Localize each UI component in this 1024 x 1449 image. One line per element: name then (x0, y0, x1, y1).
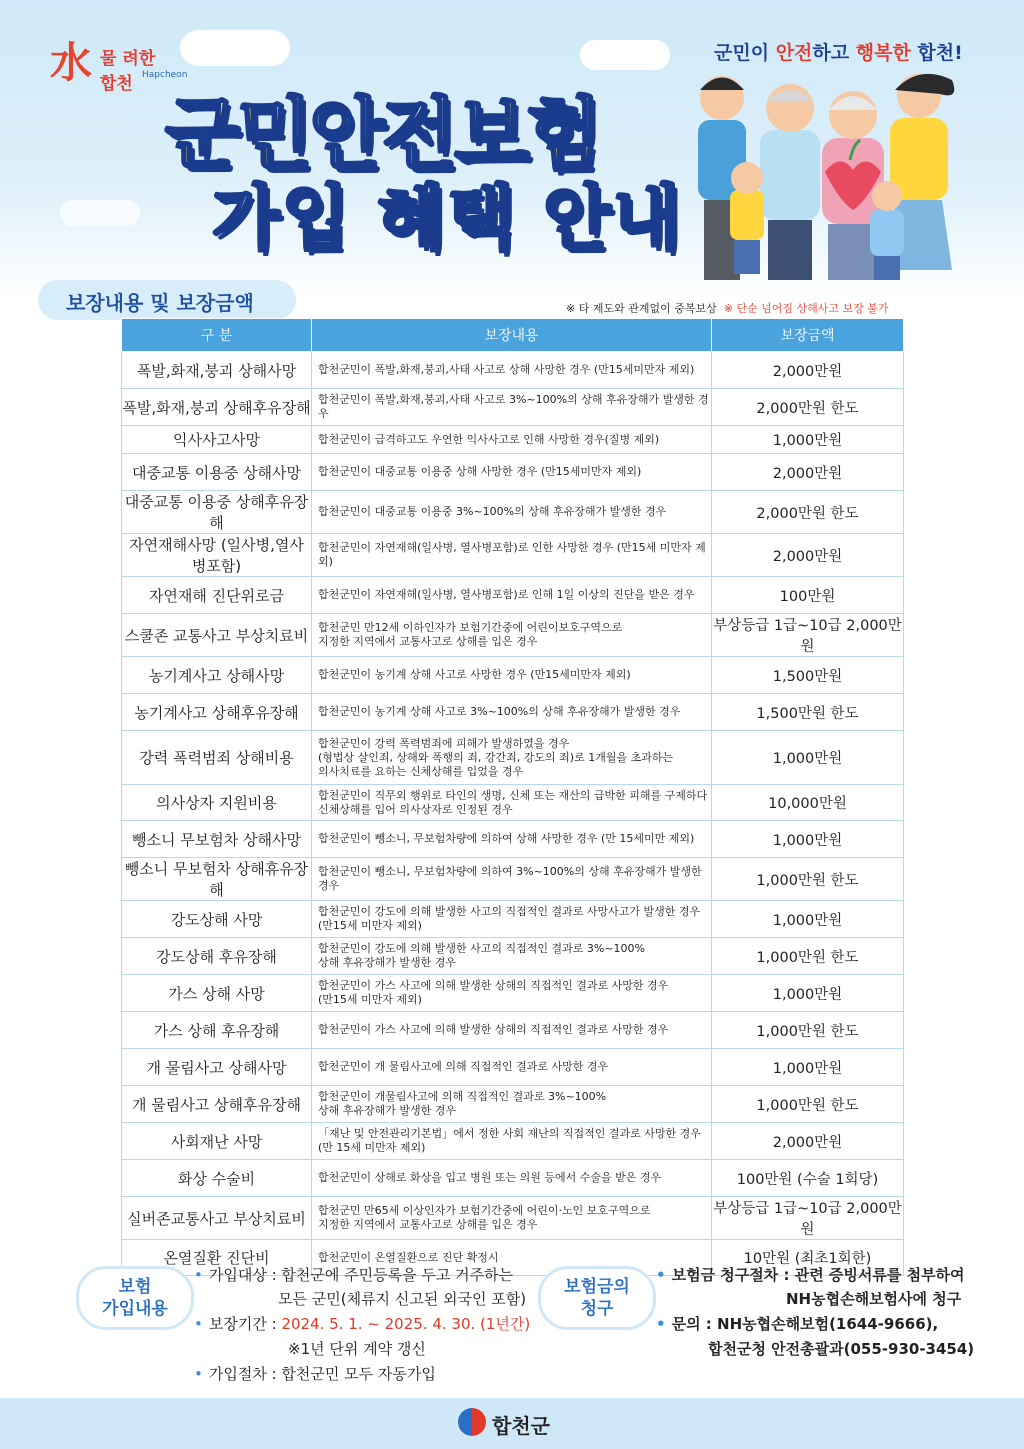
table-row (122, 1123, 904, 1160)
row-amount: 1,500만원 (712, 657, 904, 694)
table-row (122, 577, 904, 614)
claim-info-badge (538, 1266, 656, 1330)
row-category: 뺑소니 무보험차 상해사망 (122, 821, 312, 858)
table-row (122, 389, 904, 426)
row-coverage: 합천군민이 직무외 행위로 타인의 생명, 신체 또는 재산의 급박한 피해를 구제하다 신체상해를 입어 의사상자로 인정된 경우 (312, 785, 712, 821)
table-row (122, 1160, 904, 1197)
row-coverage: 합천군민 만12세 이하인자가 보험기간중에 어린이보호구역으로 지정한 지역에서 교통사고로 상해를 입은 경우 (312, 614, 712, 657)
claim-badge-line1: 보험금의 (564, 1277, 630, 1297)
cloud-decoration (580, 40, 670, 70)
row-coverage: 합천군민 만65세 이상인자가 보험기간중에 어린이·노인 보호구역으로 지정한 지역에서 교통사고로 상해를 입은 경우 (312, 1197, 712, 1240)
row-coverage: 합천군민이 농기계 상해 사고로 3%~100%의 상해 후유장해가 발생한 경우 (312, 694, 712, 731)
table-row (122, 1012, 904, 1049)
note-exclusion: ※ 단순 넘어짐 상해사고 보장 불가 (723, 302, 889, 315)
row-coverage: 합천군민이 자연재해(일사병, 열사병포함)로 인해 1일 이상의 진단을 받은 경우 (312, 577, 712, 614)
row-category: 농기계사고 상해후유장해 (122, 694, 312, 731)
page-subtitle: 가입 혜택 안내 (212, 177, 683, 259)
claim-contact-line2: 합천군청 안전총괄과(055-930-3454) (708, 1340, 975, 1358)
row-category: 자연재해 진단위로금 (122, 577, 312, 614)
logo-subtitle: Hapcheon (142, 70, 188, 80)
logo-mark: 水 (50, 38, 93, 87)
family-illustration (690, 60, 1020, 290)
row-category: 가스 상해 후유장해 (122, 1012, 312, 1049)
row-amount: 100만원 (수술 1회당) (712, 1160, 904, 1197)
join-procedure: • 가입절차 : 합천군민 모두 자동가입 (194, 1365, 436, 1383)
row-amount: 2,000만원 한도 (712, 491, 904, 534)
footer-name: 합천군 (492, 1414, 550, 1438)
row-category: 폭발,화재,붕괴 상해후유장해 (122, 389, 312, 426)
join-info-badge (76, 1266, 194, 1330)
col-header-category: 구 분 (122, 319, 312, 352)
table-row (122, 938, 904, 975)
page-title: 군민안전보험 (165, 90, 600, 180)
table-row (122, 975, 904, 1012)
table-row (122, 731, 904, 785)
row-coverage: 합천군민이 가스 사고에 의해 발생한 상해의 직접적인 결과로 사망한 경우 (312, 1012, 712, 1049)
table-header-row (122, 319, 904, 352)
coverage-section-title: 보장내용 및 보장금액 (66, 291, 254, 315)
row-amount: 1,500만원 한도 (712, 694, 904, 731)
row-amount: 2,000만원 (712, 1123, 904, 1160)
row-category: 온열질환 진단비 (122, 1240, 312, 1276)
row-category: 강도상해 후유장해 (122, 938, 312, 975)
row-amount: 1,000만원 (712, 975, 904, 1012)
row-amount: 10,000만원 (712, 785, 904, 821)
row-category: 농기계사고 상해사망 (122, 657, 312, 694)
row-amount: 100만원 (712, 577, 904, 614)
row-coverage: 합천군민이 온열질환으로 진단 확정시 (312, 1240, 712, 1276)
row-amount: 1,000만원 (712, 731, 904, 785)
row-category: 의사상자 지원비용 (122, 785, 312, 821)
table-row (122, 352, 904, 389)
coverage-note (566, 300, 889, 316)
table-row (122, 901, 904, 938)
row-coverage: 합천군민이 대중교통 이용중 3%~100%의 상해 후유장해가 발생한 경우 (312, 491, 712, 534)
row-amount: 부상등급 1급~10급 2,000만원 (712, 614, 904, 657)
row-category: 폭발,화재,붕괴 상해사망 (122, 352, 312, 389)
row-coverage: 합천군민이 대중교통 이용중 상해 사망한 경우 (만15세미만자 제외) (312, 454, 712, 491)
join-period-note: ※1년 단위 계약 갱신 (288, 1340, 426, 1358)
row-amount: 1,000만원 한도 (712, 1012, 904, 1049)
claim-contact: • 문의 : NH농협손해보험(1644-9666), (656, 1315, 939, 1333)
footer (0, 1398, 1024, 1449)
join-badge-line2: 가입내용 (102, 1299, 168, 1319)
row-category: 스쿨존 교통사고 부상치료비 (122, 614, 312, 657)
hapcheon-logo (50, 30, 188, 94)
coverage-table (121, 318, 904, 1276)
row-coverage: 합천군민이 개 물림사고에 의해 직접적인 결과로 사망한 경우 (312, 1049, 712, 1086)
table-row (122, 657, 904, 694)
join-badge-line1: 보험 (118, 1277, 152, 1297)
cloud-decoration (180, 30, 290, 66)
note-duplicate: ※ 타 제도와 관계없이 중복보상 (566, 302, 717, 315)
row-amount: 10만원 (최초1회한) (712, 1240, 904, 1276)
table-row (122, 858, 904, 901)
row-coverage: 합천군민이 폭발,화재,붕괴,사태 사고로 3%~100%의 상해 후유장해가 발생한 경우 (312, 389, 712, 426)
table-row (122, 1197, 904, 1240)
hapcheon-emblem-icon (458, 1408, 486, 1436)
row-category: 실버존교통사고 부상치료비 (122, 1197, 312, 1240)
row-amount: 부상등급 1급~10급 2,000만원 (712, 1197, 904, 1240)
row-category: 뺑소니 무보험차 상해휴유장해 (122, 858, 312, 901)
row-coverage: 합천군민이 뺑소니, 무보험차량에 의하여 3%~100%의 상해 후유장해가 발생한 경우 (312, 858, 712, 901)
table-row (122, 1086, 904, 1123)
coverage-section-label (38, 280, 296, 320)
row-amount: 1,000만원 (712, 821, 904, 858)
row-category: 화상 수술비 (122, 1160, 312, 1197)
row-category: 사회재난 사망 (122, 1123, 312, 1160)
row-coverage: 합천군민이 폭발,화재,붕괴,사태 사고로 상해 사망한 경우 (만15세미만자 제외) (312, 352, 712, 389)
row-amount: 1,000만원 (712, 901, 904, 938)
claim-procedure-line2: NH농협손해보험사에 청구 (786, 1290, 962, 1308)
table-row (122, 785, 904, 821)
cloud-decoration (60, 200, 140, 226)
table-row (122, 1049, 904, 1086)
row-coverage: 합천군민이 강력 폭력범죄에 피해가 발생하였을 경우 (형법상 살인죄, 상해와 폭행의 죄, 강간죄, 강도의 죄)로 1개월을 초과하는 의사치료를 요하는 신체상해를 입었을 경우 (312, 731, 712, 785)
row-amount: 1,000만원 한도 (712, 858, 904, 901)
row-category: 대중교통 이용중 상해후유장해 (122, 491, 312, 534)
row-category: 개 물림사고 상해후유장해 (122, 1086, 312, 1123)
join-period: • 보장기간 : 2024. 5. 1. ~ 2025. 4. 30. (1년간) (194, 1315, 531, 1333)
col-header-amount: 보장금액 (712, 319, 904, 352)
row-coverage: 합천군민이 가스 사고에 의해 발생한 상해의 직접적인 결과로 사망한 경우 (만15세 미만자 제외) (312, 975, 712, 1012)
row-category: 자연재해사망 (일사병,열사병포함) (122, 534, 312, 577)
table-row (122, 614, 904, 657)
row-amount: 1,000만원 (712, 1049, 904, 1086)
row-coverage: 합천군민이 강도에 의해 발생한 사고의 직접적인 결과로 사망사고가 발생한 경우 (만15세 미만자 제외) (312, 901, 712, 938)
claim-procedure: • 보험금 청구절차 : 관련 증빙서류를 첨부하여 (656, 1266, 965, 1284)
row-category: 대중교통 이용중 상해사망 (122, 454, 312, 491)
row-coverage: 「재난 및 안전관리기본법」에서 정한 사회 재난의 직접적인 결과로 사망한 경우 (만 15세 미만자 제외) (312, 1123, 712, 1160)
row-coverage: 합천군민이 상해로 화상을 입고 병원 또는 의원 등에서 수술을 받은 경우 (312, 1160, 712, 1197)
row-category: 개 물림사고 상해사망 (122, 1049, 312, 1086)
table-row (122, 454, 904, 491)
table-row (122, 694, 904, 731)
table-row (122, 821, 904, 858)
info-section (0, 1248, 1024, 1398)
row-coverage: 합천군민이 개물림사고에 의해 직접적인 결과로 3%~100% 상해 후유장해가 발생한 경우 (312, 1086, 712, 1123)
table-row (122, 491, 904, 534)
row-amount: 2,000만원 (712, 454, 904, 491)
row-category: 가스 상해 사망 (122, 975, 312, 1012)
row-category: 강도상해 사망 (122, 901, 312, 938)
row-coverage: 합천군민이 급격하고도 우연한 익사사고로 인해 사망한 경우(질병 제외) (312, 426, 712, 454)
row-amount: 2,000만원 (712, 352, 904, 389)
slogan: 군민이 안전하고 행복한 합천! (714, 42, 963, 64)
table-row (122, 534, 904, 577)
row-category: 익사사고사망 (122, 426, 312, 454)
row-coverage: 합천군민이 자연재해(일사병, 열사병포함)로 인한 사망한 경우 (만15세 미만자 제외) (312, 534, 712, 577)
table-row (122, 426, 904, 454)
row-amount: 1,000만원 한도 (712, 938, 904, 975)
row-amount: 2,000만원 한도 (712, 389, 904, 426)
claim-badge-line2: 청구 (580, 1299, 614, 1319)
row-coverage: 합천군민이 뺑소니, 무보험차량에 의하여 상해 사망한 경우 (만 15세미만 제외) (312, 821, 712, 858)
row-coverage: 합천군민이 농기계 상해 사고로 사망한 경우 (만15세미만자 제외) (312, 657, 712, 694)
row-amount: 1,000만원 한도 (712, 1086, 904, 1123)
row-amount: 1,000만원 (712, 426, 904, 454)
row-category: 강력 폭력범죄 상해비용 (122, 731, 312, 785)
join-target-line2: 모든 군민(체류지 신고된 외국인 포함) (278, 1290, 527, 1308)
col-header-coverage: 보장내용 (312, 319, 712, 352)
row-coverage: 합천군민이 강도에 의해 발생한 사고의 직접적인 결과로 3%~100% 상해 후유장해가 발생한 경우 (312, 938, 712, 975)
logo-text: 물 려한 합천 (100, 49, 156, 94)
join-target: • 가입대상 : 합천군에 주민등록을 두고 거주하는 (194, 1266, 514, 1284)
row-amount: 2,000만원 (712, 534, 904, 577)
